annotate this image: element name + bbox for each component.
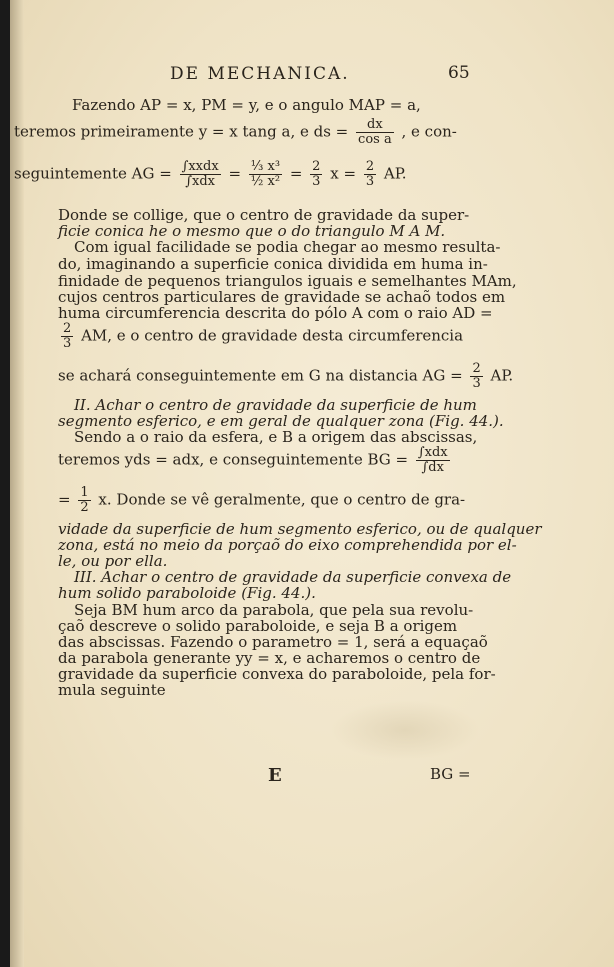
page-number: 65: [448, 63, 470, 83]
numerator: 2: [312, 159, 321, 174]
text-span: seguintemente AG =: [14, 164, 172, 183]
text-line: çaõ descreve o solido paraboloide, e seja B a origem: [58, 617, 458, 635]
text-span: x =: [330, 164, 357, 183]
denominator: ∫dx: [421, 460, 444, 475]
signature-mark: E: [268, 765, 282, 786]
text-line: do, imaginando a superficie conica dividida em huma in-: [58, 255, 488, 273]
book-page: [10, 0, 614, 967]
numerator: 1: [80, 485, 89, 500]
fraction: [470, 362, 482, 391]
denominator: 3: [63, 336, 72, 351]
text-span: AP.: [490, 366, 514, 385]
fraction: [249, 160, 282, 189]
fraction: [180, 160, 221, 189]
text-line: Fazendo AP = x, PM = y, e o angulo MAP = a,: [72, 96, 421, 114]
denominator: 3: [365, 174, 375, 189]
text-line: finidade de pequenos triangulos iguais e semelhantes MAm,: [58, 272, 517, 290]
denominator: ½ x²: [250, 174, 281, 189]
text-line: da parabola generante yy = x, e acharemos o centro de: [58, 649, 481, 667]
text-line-formula: [58, 446, 453, 475]
fraction: [416, 446, 450, 475]
text-line-formula: seguintemente AG = $\frac{\text{∫xxdx}}{\text{∫xdx}}$ = $\frac{\text{⅓ x³}}{\text{½ x²}}$ = $\frac{2}{3}$ x = $\frac{2}{3}$ AP.: [14, 159, 407, 189]
text-span: teremos primeiramente y = x tang a, e ds =: [14, 122, 349, 141]
denominator: ∫xdx: [185, 174, 215, 189]
text-line: vidade da superficie de hum segmento esferico, ou de qualquer: [58, 520, 542, 538]
text-span: se achará conseguintemente em G na distancia AG =: [58, 366, 463, 385]
text-line: hum solido paraboloide (Fig. 44.).: [58, 584, 316, 602]
paper-stain: [330, 700, 480, 760]
numerator: 2: [63, 321, 72, 336]
denominator: 2: [80, 500, 89, 515]
text-span: AM, e o centro de gravidade desta circumferencia: [81, 326, 464, 345]
text-line: le, ou por ella.: [58, 552, 168, 570]
text-line: cujos centros particulares de gravidade se achaõ todos em: [58, 288, 506, 306]
running-title: DE MECHANICA.: [170, 64, 350, 84]
text-line: mula seguinte: [58, 681, 166, 699]
text-line: Donde se collige, que o centro de gravidade da super-: [58, 206, 470, 224]
denominator: 3: [472, 376, 481, 391]
denominator: cos a: [358, 132, 392, 147]
text-line: das abscissas. Fazendo o parametro = 1, será a equaçaõ: [58, 633, 488, 651]
numerator: ∫xxdx: [181, 159, 219, 174]
text-line-formula: [58, 362, 513, 391]
numerator: dx: [356, 118, 394, 133]
text-line-formula: [58, 322, 463, 351]
text-line: zona, está no meio da porçaõ do eixo comprehendida por el-: [58, 536, 517, 554]
numerator: 2: [365, 159, 375, 174]
fraction: [356, 118, 394, 147]
text-line-formula: [14, 118, 457, 147]
text-span: , e con-: [401, 122, 457, 141]
fraction: [310, 160, 322, 189]
fraction: [78, 486, 90, 515]
text-line: gravidade da superficie convexa do paraboloide, pela for-: [58, 665, 496, 683]
catchword: BG =: [430, 765, 471, 783]
denominator: 3: [312, 174, 321, 189]
text-line-formula: [58, 486, 465, 515]
fraction: [61, 322, 73, 351]
text-line: segmento esferico, e em geral de qualquer zona (Fig. 44.).: [58, 412, 504, 430]
text-span: =: [58, 490, 71, 509]
text-line: Seja BM hum arco da parabola, que pela sua revolu-: [74, 601, 474, 619]
numerator: 2: [472, 361, 481, 376]
text-line: II. Achar o centro de gravidade da superficie de hum: [74, 396, 477, 414]
text-line: III. Achar o centro de gravidade da superficie convexa de: [74, 568, 512, 586]
text-span: x. Donde se vê geralmente, que o centro de gra-: [98, 490, 466, 509]
numerator: ∫xdx: [417, 445, 448, 460]
text-line: ficie conica he o mesmo que o do triangulo M A M.: [58, 222, 446, 240]
text-line: Sendo a o raio da esfera, e B a origem das abscissas,: [74, 428, 478, 446]
numerator: ⅓ x³: [250, 159, 281, 174]
text-line: huma circumferencia descrita do pólo A com o raio AD =: [58, 304, 493, 322]
text-span: teremos yds = adx, e conseguintemente BG =: [58, 450, 409, 469]
text-span: AP.: [383, 164, 407, 183]
text-line: Com igual facilidade se podia chegar ao mesmo resulta-: [74, 238, 501, 256]
fraction: [364, 160, 376, 189]
